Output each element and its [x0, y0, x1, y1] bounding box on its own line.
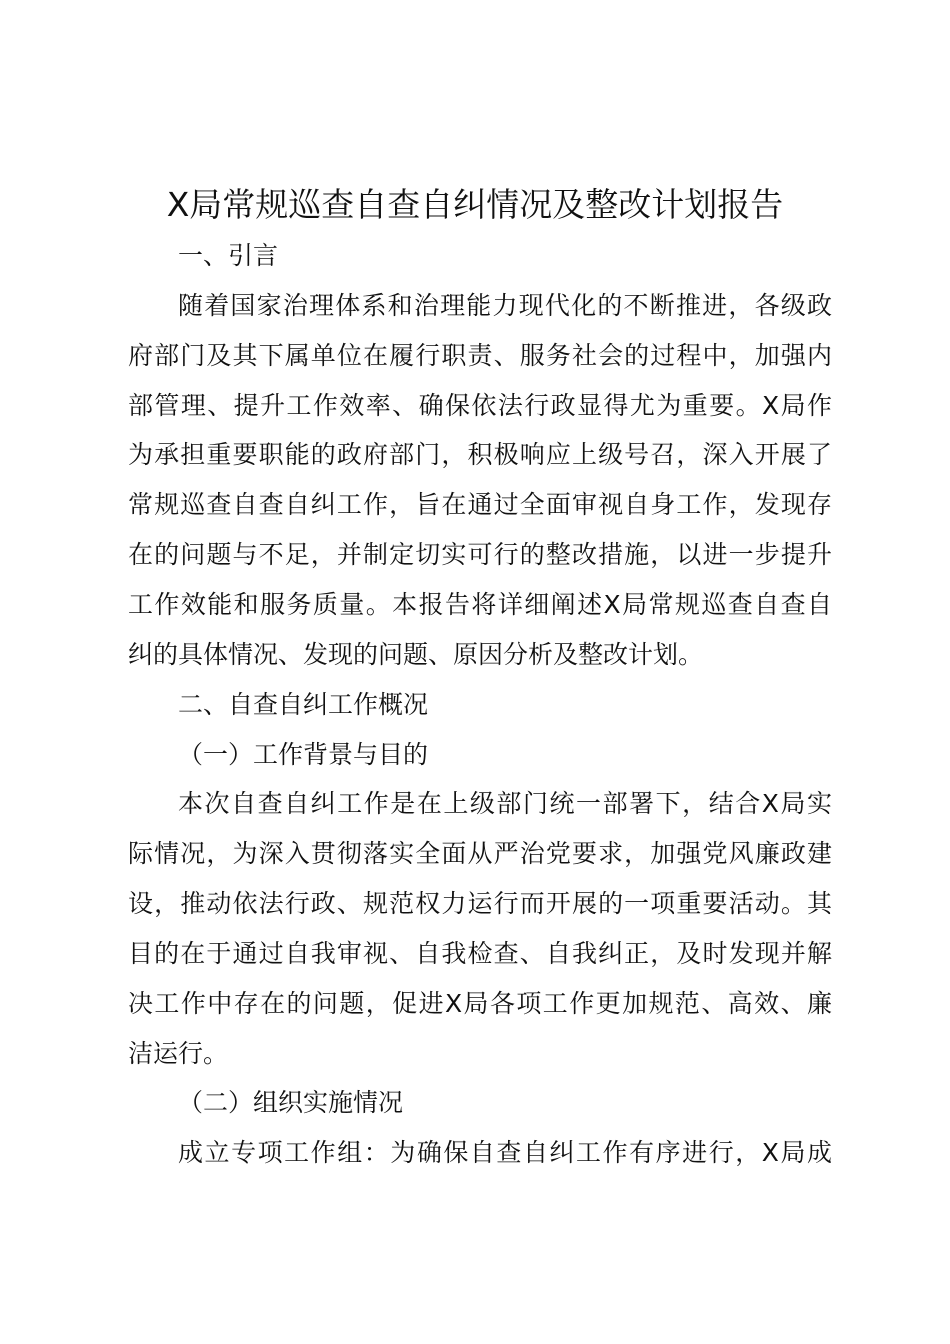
document-line: 设，推动依法行政、规范权力运行而开展的一项重要活动。其 [128, 889, 832, 919]
document-title: X局常规巡查自查自纠情况及整改计划报告 [166, 185, 784, 224]
document-line: 成立专项工作组：为确保自查自纠工作有序进行，X局成 [178, 1138, 832, 1168]
document-line: 随着国家治理体系和治理能力现代化的不断推进，各级政 [178, 290, 832, 320]
document-line: 府部门及其下属单位在履行职责、服务社会的过程中，加强内 [128, 340, 832, 370]
document-line: 决工作中存在的问题，促进X局各项工作更加规范、高效、廉 [128, 988, 832, 1018]
document-line: 一、引言 [178, 241, 279, 270]
document-line: 际情况，为深入贯彻落实全面从严治党要求，加强党风廉政建 [128, 839, 832, 869]
document-line: 在的问题与不足，并制定切实可行的整改措施，以进一步提升 [128, 540, 832, 570]
document-line: （二）组织实施情况 [178, 1088, 404, 1118]
document-line: 二、自查自纠工作概况 [178, 689, 429, 719]
document-line: 常规巡查自查自纠工作，旨在通过全面审视自身工作，发现存 [128, 490, 832, 520]
document-line: 目的在于通过自我审视、自我检查、自我纠正，及时发现并解 [128, 938, 832, 968]
document-line: 洁运行。 [128, 1038, 229, 1068]
document-line: 为承担重要职能的政府部门，积极响应上级号召，深入开展了 [128, 440, 832, 470]
document-line: 本次自查自纠工作是在上级部门统一部署下，结合X局实 [178, 789, 832, 819]
document-line: 部管理、提升工作效率、确保依法行政显得尤为重要。X局作 [128, 390, 832, 420]
document-line: （一）工作背景与目的 [178, 739, 429, 769]
document-line: 纠的具体情况、发现的问题、原因分析及整改计划。 [128, 639, 704, 669]
document-line: 工作效能和服务质量。本报告将详细阐述X局常规巡查自查自 [128, 589, 832, 619]
